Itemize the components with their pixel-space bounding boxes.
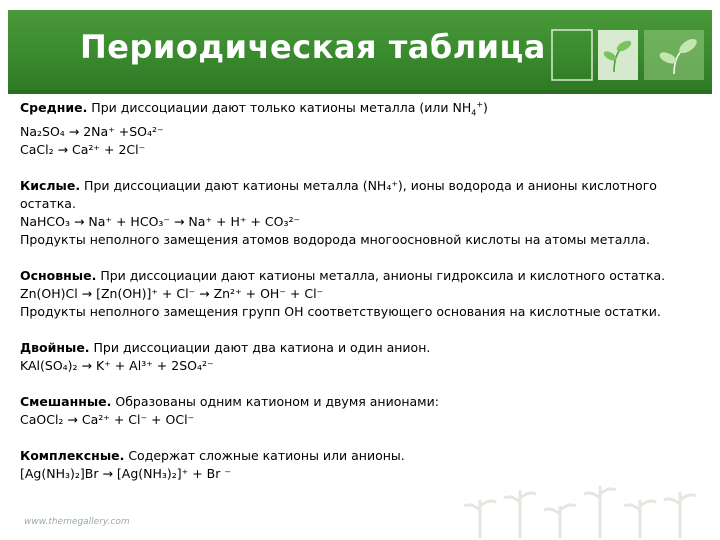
equation-line: Zn(OH)Cl → [Zn(OH)]⁺ + Cl⁻ → Zn²⁺ + OH⁻ + Cl⁻ (20, 285, 324, 301)
section-text: При диссоциации дают только катионы металла (или NH (87, 100, 472, 116)
equation-line: KAl(SO₄)₂ → K⁺ + Al³⁺ + 2SO₄²⁻ (20, 357, 214, 373)
section-label: Кислые. (20, 177, 81, 193)
section-text-sup: + (476, 100, 484, 109)
content-area (20, 96, 710, 483)
section-text: Содержат сложные катионы или анионы. (124, 447, 405, 463)
footer-url: www.themegallery.com (24, 517, 130, 527)
sprouts-decoration-icon (460, 470, 715, 538)
section-mixed (20, 393, 710, 411)
equation-line: CaOCl₂ → Ca²⁺ + Cl⁻ + OCl⁻ (20, 411, 195, 427)
note-line: Продукты неполного замещения атомов водорода многоосновной кислоты на атомы металла. (20, 231, 650, 247)
section-text: При диссоциации дают два катиона и один анион. (89, 339, 431, 355)
section-label: Комплексные. (20, 447, 125, 463)
section-label: Смешанные. (20, 393, 112, 409)
section-text: Образованы одним катионом и двумя анионами: (111, 393, 439, 409)
section-neutral (20, 96, 710, 123)
section-label: Двойные. (20, 339, 90, 355)
section-double (20, 339, 710, 357)
equation-line: CaCl₂ → Ca²⁺ + 2Cl⁻ (20, 141, 146, 157)
section-text-sub: 4 (471, 108, 477, 118)
page-title: Периодическая таблица (80, 28, 546, 66)
equation-line: Na₂SO₄ → 2Na⁺ +SO₄²⁻ (20, 123, 164, 139)
section-text: При диссоциации дают катионы металла, анионы гидроксила и кислотного остатка. (96, 267, 666, 283)
section-text: При диссоциации дают катионы металла (NH₄⁺), ионы водорода и анионы кислотного (80, 177, 657, 193)
section-label: Основные. (20, 267, 97, 283)
title-banner (8, 10, 712, 94)
section-label: Средние. (20, 100, 88, 116)
equation-line: NaHCO₃ → Na⁺ + HCO₃⁻ → Na⁺ + H⁺ + CO₃²⁻ (20, 213, 301, 229)
section-text-continued: остатка. (20, 195, 76, 211)
section-text-end: ) (483, 100, 488, 116)
section-acidic (20, 177, 710, 195)
note-line: Продукты неполного замещения групп OH соответствующего основания на кислотные остатки. (20, 303, 661, 319)
equation-line: [Ag(NH₃)₂]Br → [Ag(NH₃)₂]⁺ + Br ⁻ (20, 465, 231, 481)
leaf-decoration-icon (548, 24, 708, 86)
section-complex (20, 447, 710, 465)
section-basic (20, 267, 710, 285)
